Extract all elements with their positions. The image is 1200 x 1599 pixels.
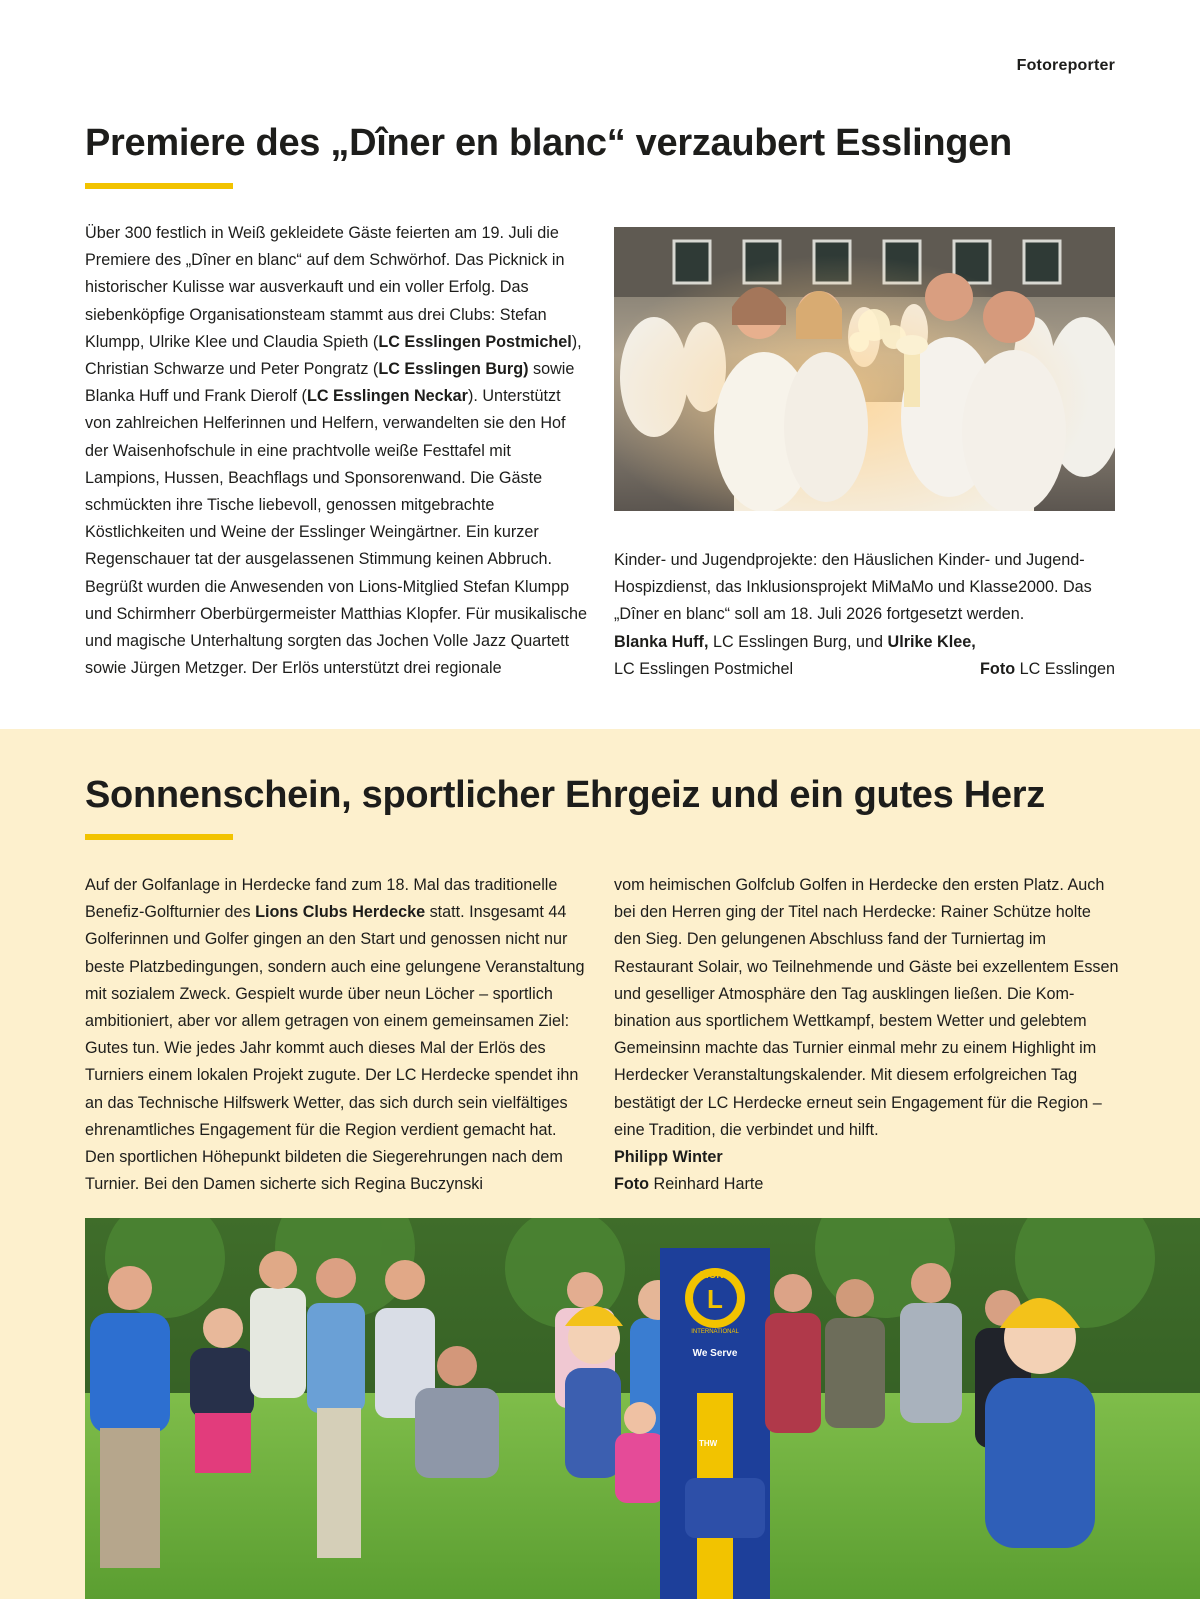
- banner-sub: INTERNATIONAL: [691, 1329, 739, 1335]
- photo-credit-2: Foto Reinhard Harte: [614, 1175, 764, 1194]
- banner-letter: L: [707, 1284, 723, 1314]
- article-2-body-right: vom heimischen Golfclub Golfen in Herdecke den ersten Platz. Auch bei den Herren ging der Titel nach Herdecke: Rainer Schütze holte den Sieg. Den gelungenen Abschluss fand der Turniertag im Restaurant Solair, wo Teilnehmende und Gäste bei exzellentem Essen und geselliger Atmosphäre den Tag ausklingen ließen. Die Kombination aus sportlichem Wettkampf, bestem Wetter und gelebtem Gemeinsinn machte das Turnier einmal mehr zu einem Highlight im Herdecker Veranstaltungskalender. Mit diesem erfolgreichen Tag bestätigt der LC Herdecke erneut sein Engagement für die Region – eine Tradition, die verbindet und hilft. Philipp Winter Foto Reinhard Harte: [614, 872, 1119, 1198]
- photo-credit-1: Foto LC Esslingen: [980, 659, 1115, 678]
- article-2-author: Philipp Winter: [614, 1148, 723, 1167]
- article-1-continuation: Kinder- und Jugendprojekte: den Häuslichen Kinder- und Jugend-Hospizdienst, das Inklusionsprojekt MiMaMo und Klasse2000. Das „Dîner en blanc“ soll am 18. Juli 2026 fortgesetzt werden. Blanka Huff, LC Esslingen Burg, und Ulrike Klee, LC Esslingen Postmichel Foto LC Esslingen: [614, 547, 1115, 683]
- title-underline: [85, 834, 233, 840]
- article-2-body-left: Auf der Golfanlage in Herdecke fand zum 18. Mal das traditionelle Benefiz-Golfturnier des Lions Clubs Herdecke statt. Insgesamt 44 Golferinnen und Golfer gingen an den Start und genossen nicht nur beste Platzbedingungen, sondern auch eine gelungene Veranstaltung mit sozialem Zweck. Gespielt wurde über neun Löcher – sportlich ambitioniert, aber vor allem getragen von einem gemeinsamen Ziel: Gutes tun. Wie jedes Jahr kommt auch dieses Mal der Erlös des Turniers einem lokalen Projekt zugute. Der LC Herdecke spendet ihn an das Technische Hilfswerk Wetter, das sich durch sein vielfältiges ehrenamtliches Engagement für die Region verdient gemacht hat. Den sportlichen Höhepunkt bildeten die Siegerehrungen nach dem Turnier. Bei den Damen sicherte sich Regina Buczynski: [85, 876, 585, 1194]
- diner-en-blanc-photo: [614, 227, 1115, 511]
- golf-group-photo: [85, 1218, 1200, 1599]
- lions-banner: [660, 1248, 770, 1599]
- thw-label: THW: [699, 1439, 718, 1448]
- title-underline: [85, 183, 233, 189]
- article-1-body: Über 300 festlich in Weiß gekleidete Gäste feierten am 19. Juli die Premiere des „Dîner en blanc“ auf dem Schwörhof. Das Picknick in historischer Kulisse war ausverkauft und ein voller Erfolg. Das siebenköpfige Organisationsteam stammt aus drei Clubs: Stefan Klumpp, Ulrike Klee und Claudia Spieth (LC Esslingen Postmichel), Christian Schwarze und Peter Pongratz (LC Esslingen Burg) sowie Blanka Huff und Frank Dierolf (LC Esslingen Neckar). Unterstützt von zahlreichen Helferinnen und Helfern, verwandelten sie den Hof der Waisenhofschule in eine prachtvolle weiße Festtafel mit Lampions, Hussen, Beachflags und Sponsorenwand. Die Gäste schmückten ihre Tische liebevoll, genossen mitgebrachte Köstlichkeiten und Weine der Esslinger Weingärtner. Ein kurzer Regenschauer tat der ausgelassenen Stimmung keinen Abbruch. Begrüßt wurden die Anwesenden von Lions-Mitglied Stefan Klumpp und Schirmherr Oberbürgermeister Matthias Klopfer. Für musikalische und magische Unterhaltung sorgten das Jochen Volle Jazz Quartett sowie Jürgen Metzger. Der Erlös unterstützt drei regionale: [85, 224, 588, 678]
- section-label: Fotoreporter: [1016, 57, 1115, 74]
- article-1-title: Premiere des „Dîner en blanc“ verzaubert Esslingen: [85, 122, 1012, 164]
- article-2-title: Sonnenschein, sportlicher Ehrgeiz und ein gutes Herz: [85, 774, 1045, 816]
- banner-brand: LIONS: [699, 1270, 731, 1281]
- banner-motto: We Serve: [692, 1348, 738, 1359]
